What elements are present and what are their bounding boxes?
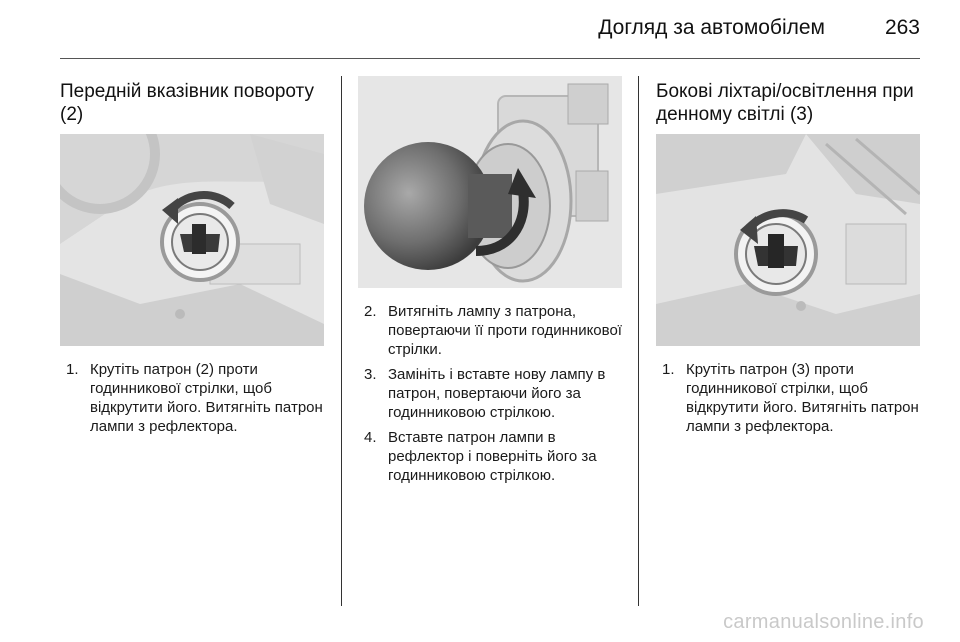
section-heading-side-lights: Бокові ліхтарі/освітлення при денному світлі (3) [656,81,914,125]
side-light-illustration [656,134,920,346]
left-column [60,68,325,442]
front-turn-signal-illustration [60,134,324,346]
step-text: Вставте патрон лампи в рефлектор і поверніть його за годинниковою стрілкою. [388,429,597,484]
middle-column [358,68,622,491]
watermark: carmanualsonline.info [723,611,924,633]
step-number: 4. [364,429,377,446]
list-item [364,365,622,422]
column-divider-right [638,76,639,606]
front-turn-signal-drawing [60,134,324,346]
column-divider-left [341,76,342,606]
middle-steps-list [364,302,622,485]
list-item [66,360,325,436]
section-heading-front-turn-signal: Передній вказівник повороту (2) [60,81,314,125]
page-header-title: Догляд за автомобілем [598,16,825,39]
list-item [364,428,622,485]
list-item [662,360,922,436]
step-number: 3. [364,366,377,383]
step-number: 1. [66,361,79,378]
side-light-drawing [656,134,920,346]
left-steps-list [66,360,325,436]
bulb-socket-illustration [358,76,622,288]
right-column [656,68,922,442]
step-text: Крутіть патрон (3) проти годинникової стрілки, щоб відкрутити його. Витягніть патрон лампи з рефлектора. [686,361,919,435]
page-number: 263 [884,16,920,39]
header-divider [60,58,920,59]
step-text: Замініть і вставте нову лампу в патрон, повертаючи його за годинниковою стрілкою. [388,366,606,421]
right-steps-list [662,360,922,436]
step-number: 1. [662,361,675,378]
list-item [364,302,622,359]
step-text: Витягніть лампу з патрона, повертаючи її проти годинникової стрілки. [388,303,622,358]
step-text: Крутіть патрон (2) проти годинникової стрілки, щоб відкрутити його. Витягніть патрон лампи з рефлектора. [90,361,323,435]
step-number: 2. [364,303,377,320]
bulb-socket-drawing [358,76,622,288]
